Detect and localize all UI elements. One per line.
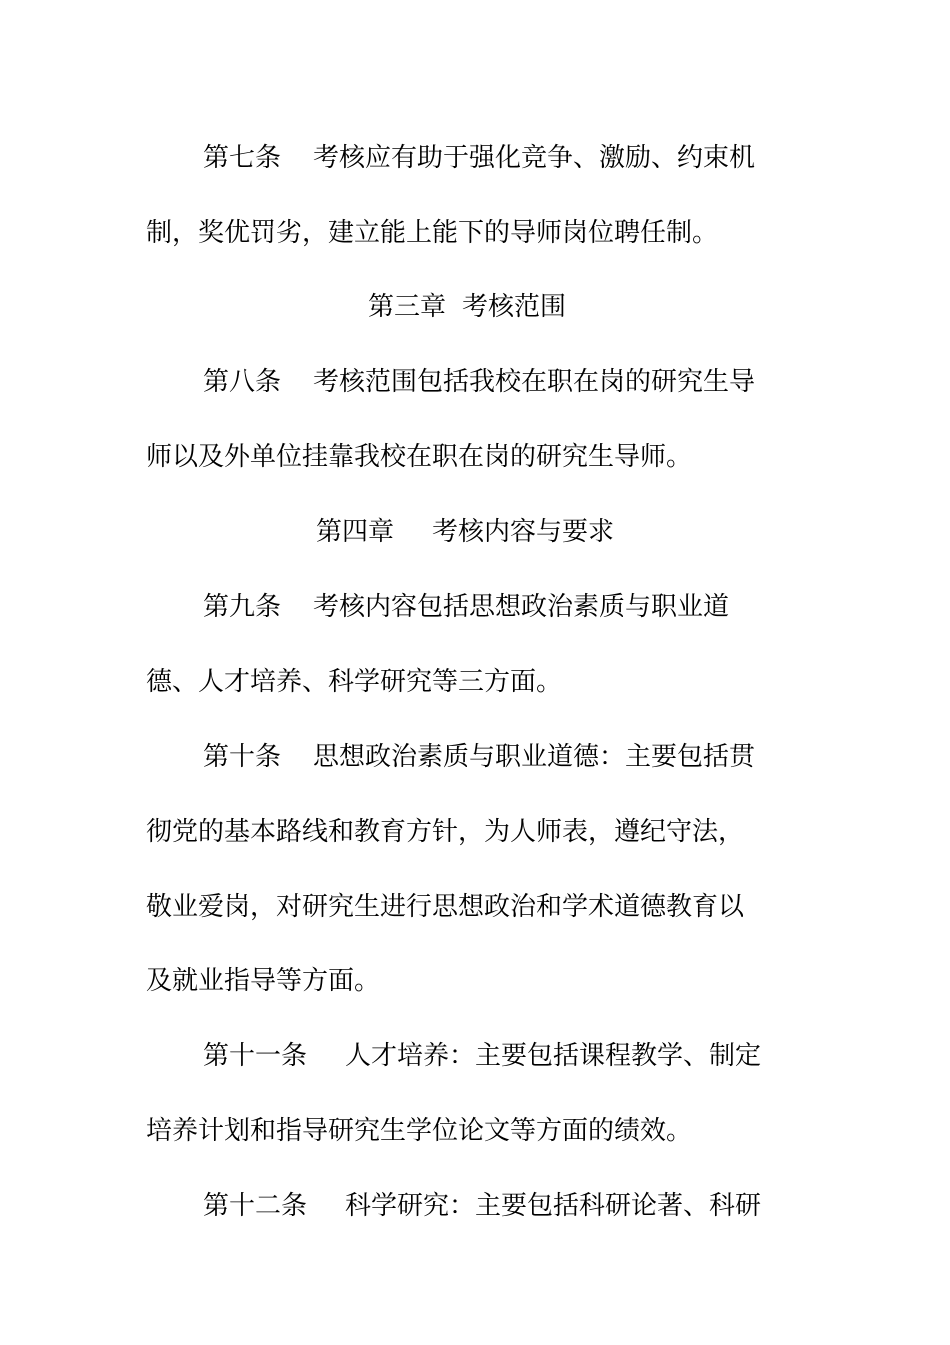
article-7-line-1 <box>203 143 755 173</box>
article-7-line-2: 制，奖优罚劣，建立能上能下的导师岗位聘任制。 <box>146 218 719 248</box>
article-9-line-1 <box>203 592 729 622</box>
article-12-number: 第十二条 <box>203 1191 308 1221</box>
article-10-line-2: 彻党的基本路线和教育方针，为人师表，遵纪守法， <box>146 817 745 847</box>
article-12-line-1 <box>203 1191 761 1221</box>
chapter-4-heading <box>316 517 614 547</box>
article-7-text-1: 考核应有助于强化竞争、激励、约束机 <box>313 143 756 173</box>
article-11-line-2: 培养计划和指导研究生学位论文等方面的绩效。 <box>146 1116 693 1146</box>
article-8-text-1: 考核范围包括我校在职在岗的研究生导 <box>313 367 756 397</box>
article-10-line-3: 敬业爱岗，对研究生进行思想政治和学术道德教育以 <box>146 892 745 922</box>
chapter-3-heading <box>368 292 566 322</box>
chapter-3-number: 第三章 <box>368 292 447 322</box>
article-11-line-1 <box>203 1041 761 1071</box>
article-8-number: 第八条 <box>203 367 282 397</box>
article-11-text-1: 人才培养：主要包括课程教学、制定 <box>345 1041 762 1071</box>
article-10-number: 第十条 <box>203 742 282 772</box>
article-9-number: 第九条 <box>203 592 282 622</box>
article-10-line-4: 及就业指导等方面。 <box>146 966 381 996</box>
article-7-number: 第七条 <box>203 143 282 173</box>
article-8-line-2: 师以及外单位挂靠我校在职在岗的研究生导师。 <box>146 442 693 472</box>
article-11-number: 第十一条 <box>203 1041 308 1071</box>
chapter-3-title: 考核范围 <box>462 292 567 322</box>
article-10-line-1 <box>203 742 755 772</box>
chapter-4-number: 第四章 <box>316 517 395 547</box>
article-12-text-1: 科学研究：主要包括科研论著、科研 <box>345 1191 762 1221</box>
article-8-line-1 <box>203 367 755 397</box>
article-10-text-1: 思想政治素质与职业道德：主要包括贯 <box>313 742 756 772</box>
article-9-text-1: 考核内容包括思想政治素质与职业道 <box>313 592 730 622</box>
article-9-line-2: 德、人才培养、科学研究等三方面。 <box>146 667 563 697</box>
chapter-4-title: 考核内容与要求 <box>432 517 615 547</box>
